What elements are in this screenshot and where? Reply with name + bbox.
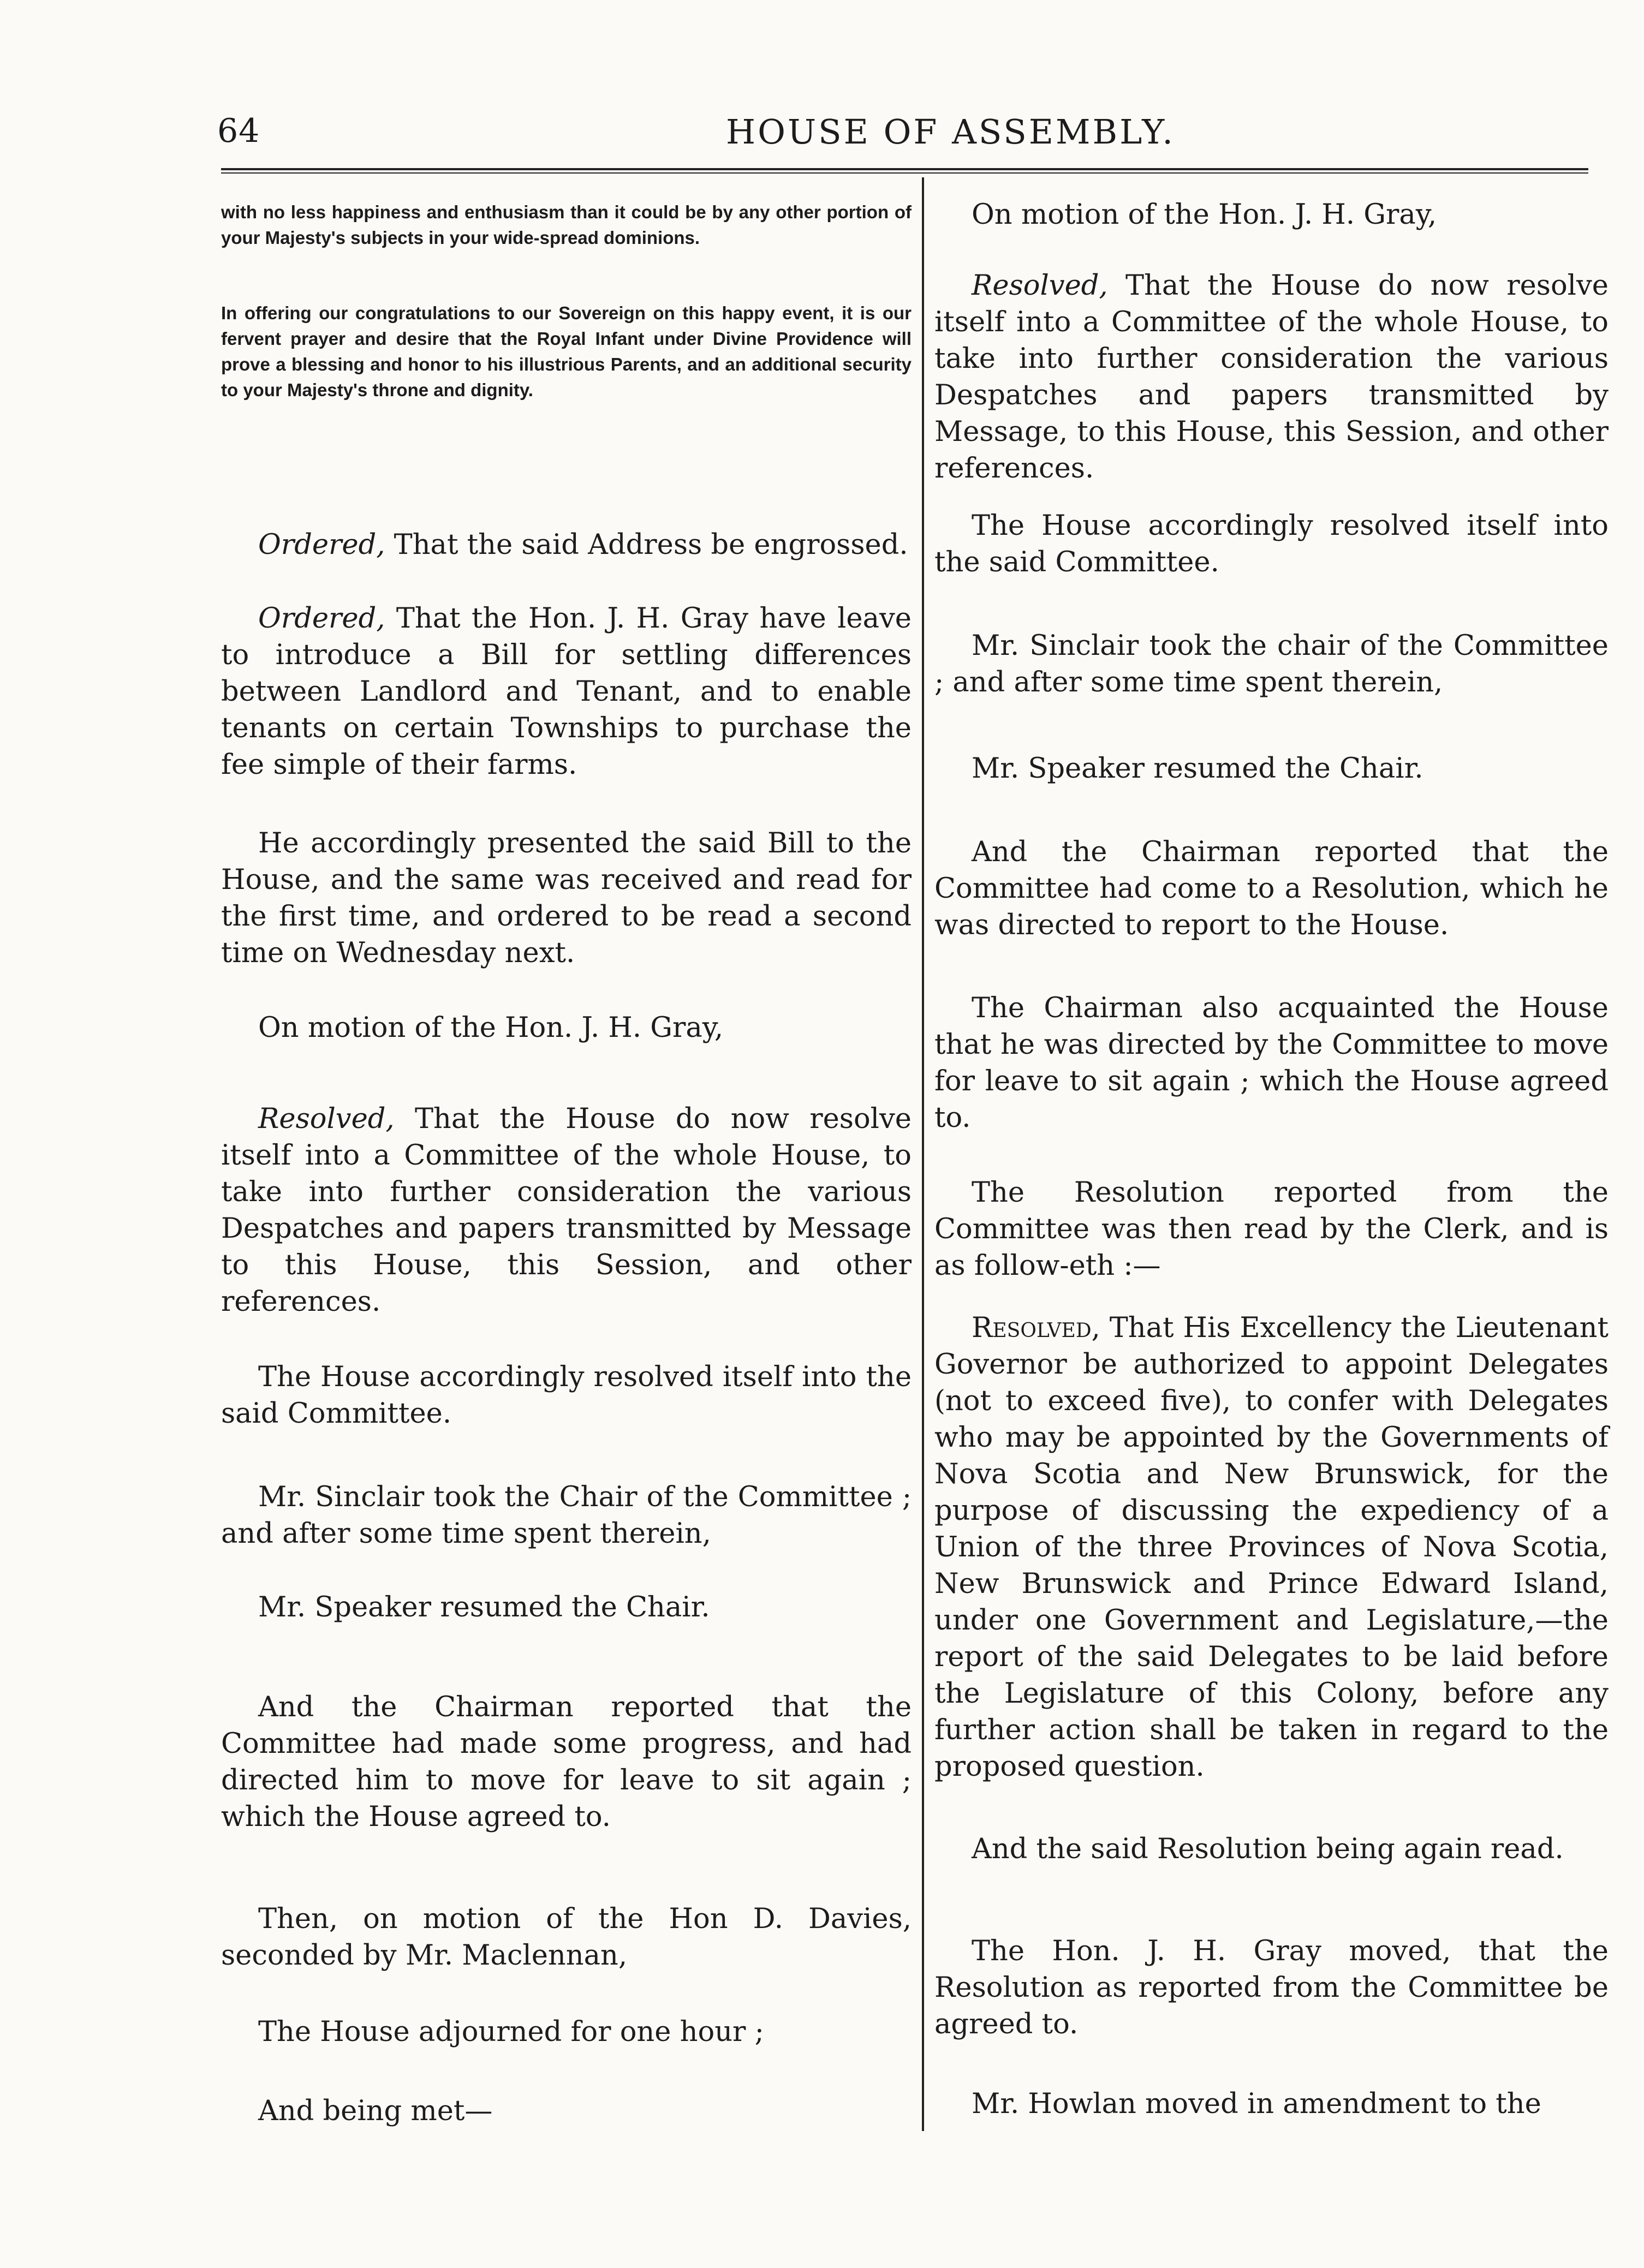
sinclair-chair: Mr. Sinclair took the Chair of the Committee ; and after some time spent therein, (221, 1481, 912, 1550)
howlan-moved: Mr. Howlan moved in amendment to the (972, 2088, 1541, 2120)
chairman-resolution: And the Chairman reported that the Committee had come to a Resolution, which he was directed to report to the House. (934, 836, 1609, 941)
speaker-resumed: Mr. Speaker resumed the Chair. (258, 1591, 710, 1624)
address-paragraph: with no less happiness and enthusiasm than it could be by any other portion of your Majesty's subjects in your wide-spread dominions. (221, 202, 912, 248)
sinclair-chair: Mr. Sinclair took the chair of the Committee ; and after some time spent therein, (934, 630, 1609, 699)
motion-gray: On motion of the Hon. J. H. Gray, (972, 199, 1437, 231)
ordered-bill-text: That the Hon. J. H. Gray have leave to introduce a Bill for settling differences between Landlord and Tenant, and to enable tenants on certain Townships to purchase the fee simple of their farms. (221, 602, 912, 781)
resolved-into-committee: The House accordingly resolved itself into the said Committee. (934, 510, 1609, 578)
resolved-caps-label: Resolved, (972, 1312, 1100, 1344)
ordered-label: Ordered, (258, 602, 385, 635)
address-congratulations: In offering our congratulations to our Sovereign on this happy event, it is our fervent prayer and desire that the Royal Infant under Divine Providence will prove a blessing and honor to his illustrious Parents, and an additional security to your Majesty's throne and dignity. (221, 303, 912, 400)
resolution-read: The Resolution reported from the Committee was then read by the Clerk, and is as follow-eth :— (934, 1177, 1609, 1282)
resolved-paragraph (221, 1101, 912, 1320)
page-header (0, 112, 1644, 161)
house-adjourned: The House adjourned for one hour ; (258, 2016, 764, 2048)
ordered-bill (221, 600, 912, 783)
chairman-leave: The Chairman also acquainted the House that he was directed by the Committee to move for leave to sit again ; which the House agreed to. (934, 992, 1609, 1134)
running-head: HOUSE OF ASSEMBLY. (726, 112, 1175, 152)
resolved-label: Resolved, (972, 270, 1108, 302)
header-rule (221, 168, 1588, 174)
being-met: And being met— (258, 2095, 493, 2127)
resolved-label: Resolved, (258, 1103, 395, 1135)
gray-moved: The Hon. J. H. Gray moved, that the Resolution as reported from the Committee be agreed to. (934, 1935, 1609, 2040)
resolved-text: That the House do now resolve itself into a Committee of the whole House, to take into further consideration the various Despatches and papers transmitted by Message to this House, this Session, and other references. (221, 1103, 912, 1318)
resolved-into-committee: The House accordingly resolved itself into the said Committee. (221, 1361, 912, 1430)
ordered-engrossed (221, 527, 912, 563)
chairman-progress: And the Chairman reported that the Committee had made some progress, and had directed him to move for leave to sit again ; which the House agreed to. (221, 1691, 912, 1833)
bill-presented: He accordingly presented the said Bill to the House, and the same was received and read for the first time, and ordered to be read a second time on Wednesday next. (221, 827, 912, 969)
column-divider (922, 177, 924, 2131)
resolved-paragraph (934, 267, 1609, 487)
page-number: 64 (217, 112, 260, 150)
motion-gray: On motion of the Hon. J. H. Gray, (258, 1012, 724, 1044)
resolved-text: That the House do now resolve itself into a Committee of the whole House, to take into further consideration the various Despatches and papers transmitted by Message, to this House, this Session, and other references. (934, 270, 1609, 485)
ordered-label: Ordered, (258, 529, 385, 561)
resolution-text (934, 1310, 1609, 1785)
resolved-caps-text: That His Excellency the Lieutenant Governor be authorized to appoint Delegates (not to exceed five), to confer with Delegates who may be appointed by the Governments of Nova Scotia and New Brunswick, for the purpose of discussing the expediency of a Union of the three Provinces of Nova Scotia, New Brunswick and Prince Edward Island, under one Government and Legislature,—the report of the said Delegates to be laid before the Legislature of this Colony, before any further action shall be taken in regard to the proposed question. (934, 1312, 1609, 1783)
ordered-engrossed-text: That the said Address be engrossed. (394, 529, 908, 561)
resolution-again-read: And the said Resolution being again read. (972, 1833, 1564, 1865)
speaker-resumed: Mr. Speaker resumed the Chair. (972, 753, 1423, 785)
motion-davies: Then, on motion of the Hon D. Davies, seconded by Mr. Maclennan, (221, 1903, 912, 1972)
